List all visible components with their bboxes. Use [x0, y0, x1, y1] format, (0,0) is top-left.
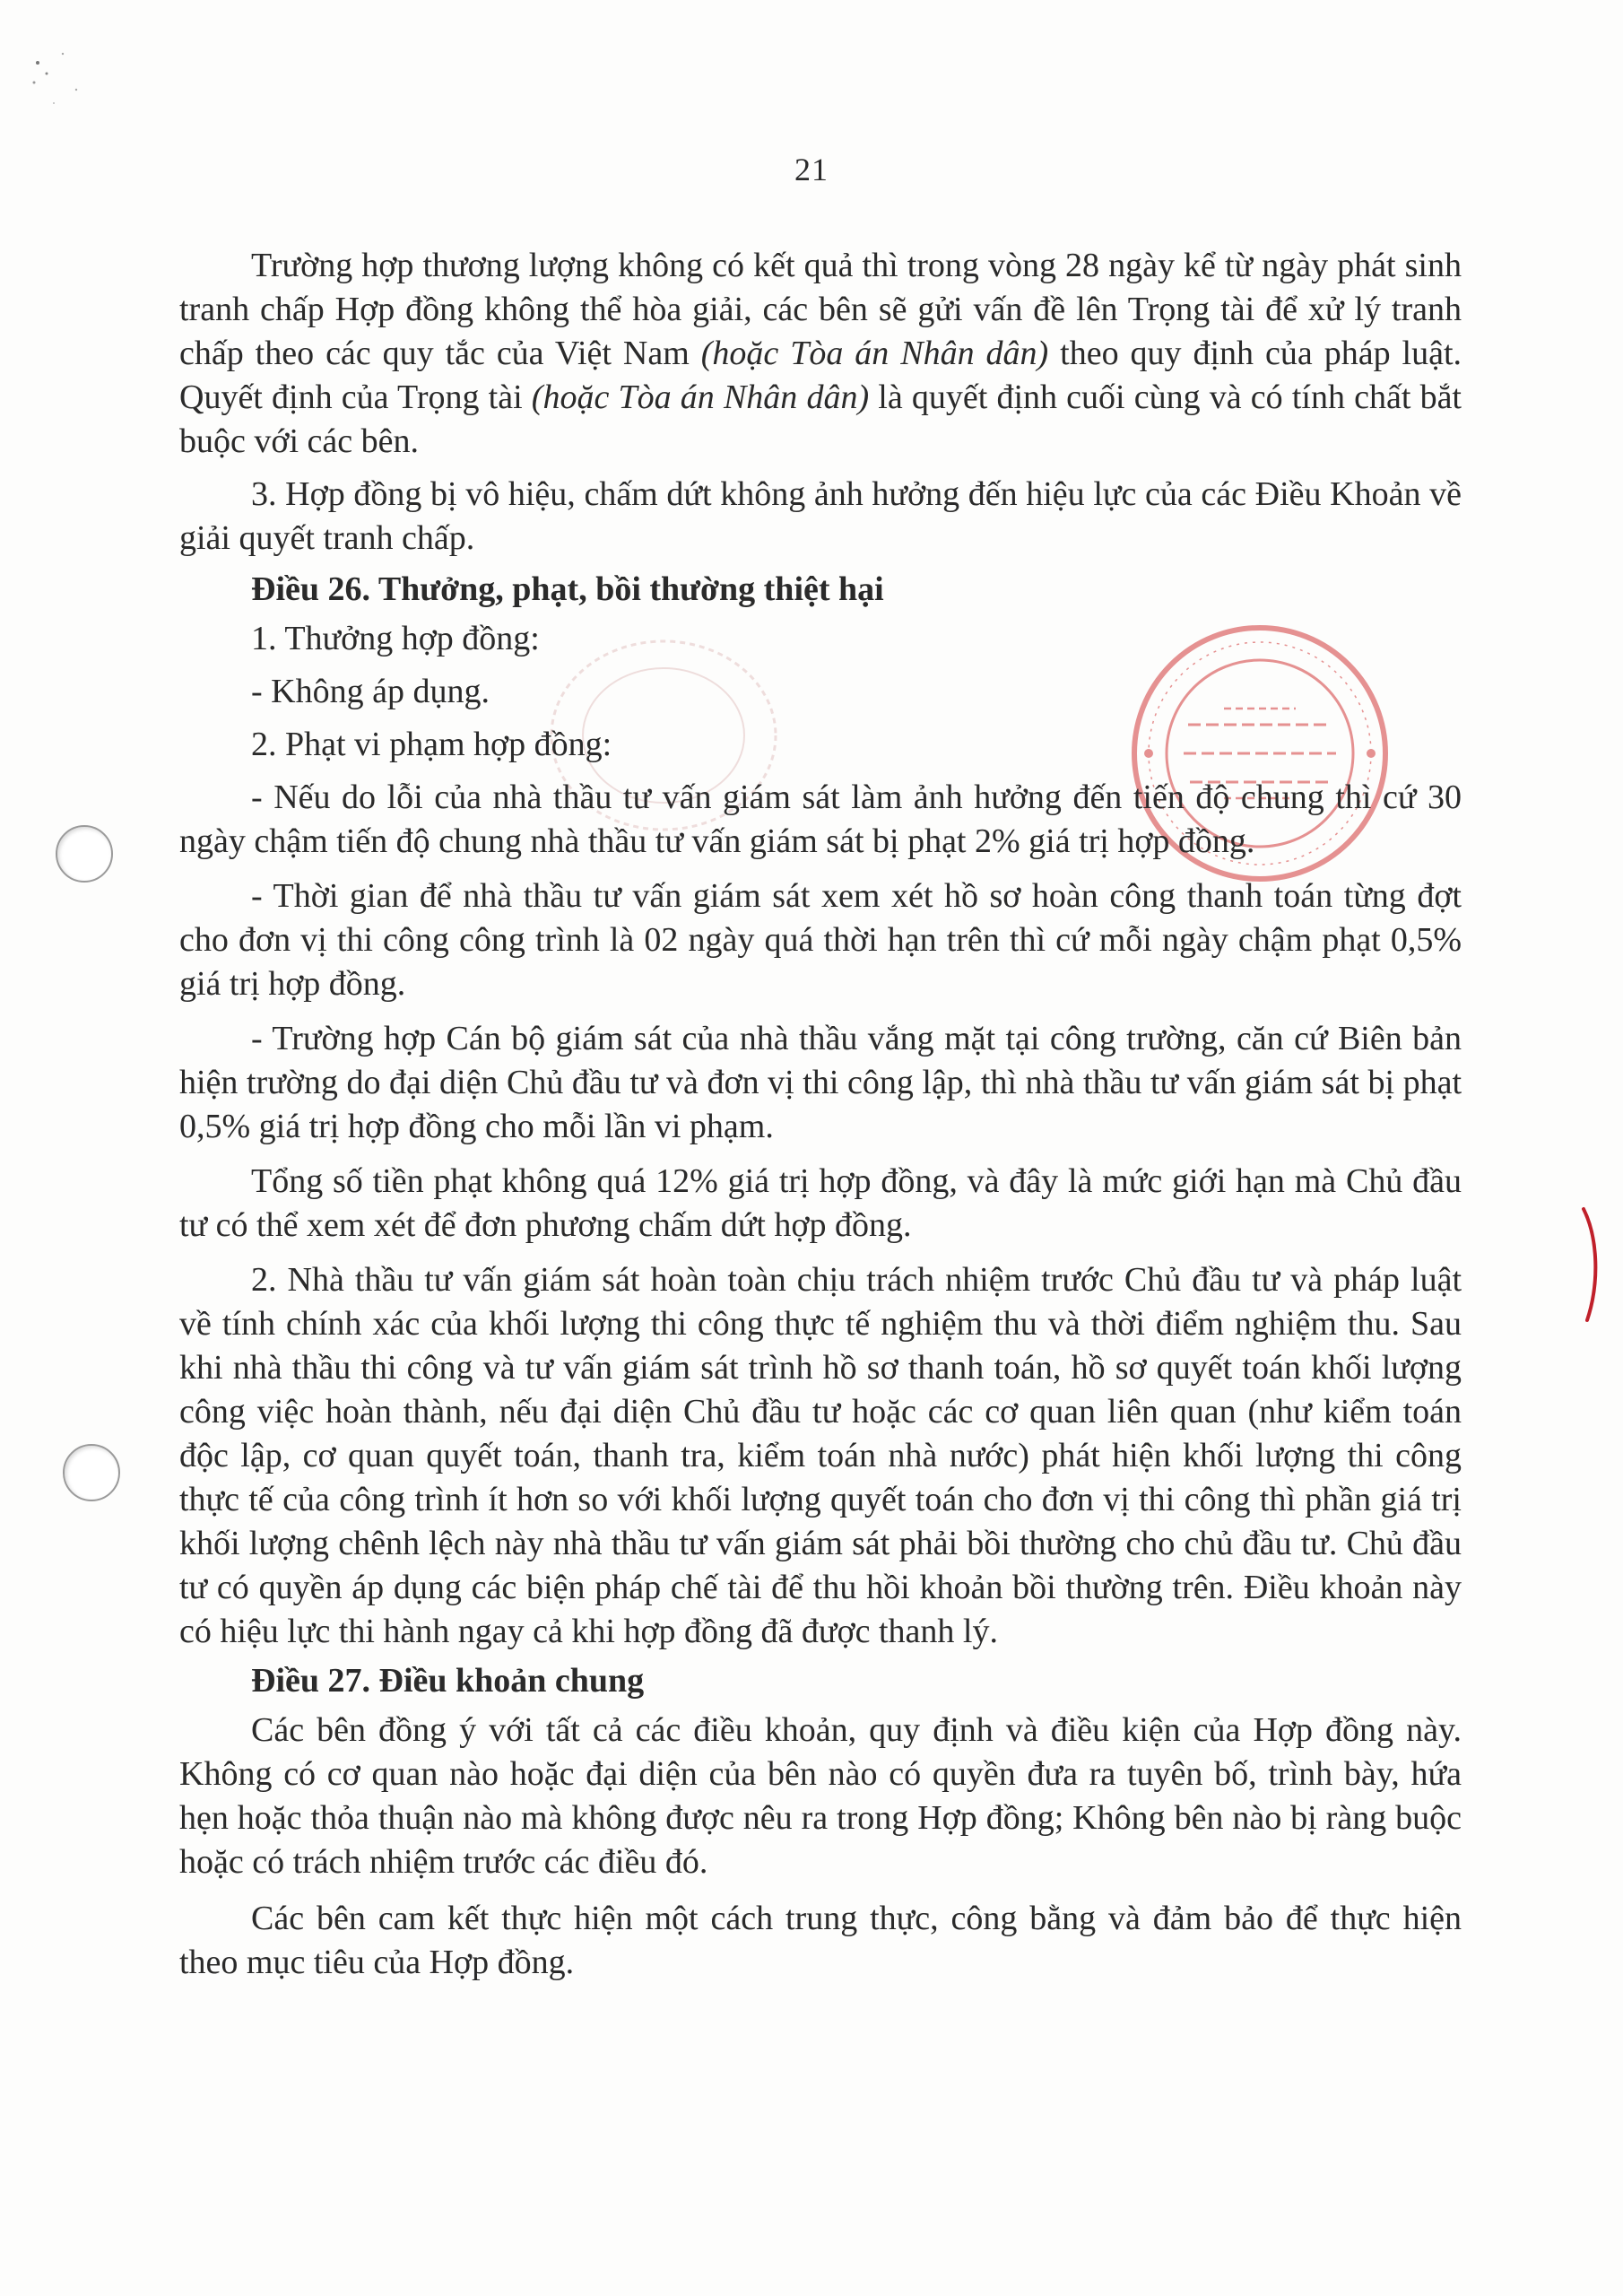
article-26-heading: Điều 26. Thưởng, phạt, bồi thường thiệt hại: [251, 570, 884, 608]
paragraph-bonus-not-applicable: - Không áp dụng.: [251, 673, 490, 710]
paragraph-bonus-title: 1. Thưởng hợp đồng:: [251, 620, 540, 657]
paragraph-general-agreement: Các bên đồng ý với tất cả các điều khoản, quy định và điều kiện của Hợp đồng này. Không có cơ quan nào hoặc đại diện của bên nào có quyền đưa ra tuyên bố, trình bày, hứa hẹn hoặc thỏa thuận nào mà không được nêu ra trong Hợp đồng; Không bên nào bị ràng buộc hoặc có trách nhiệm trước các điều đó.: [179, 1711, 1462, 1881]
paragraph-dispute-arbitration: [179, 244, 1462, 464]
paragraph-penalty-limit: Tổng số tiền phạt không quá 12% giá trị hợp đồng, và đây là mức giới hạn mà Chủ đầu tư có thể xem xét để đơn phương chấm dứt hợp đồng.: [179, 1162, 1462, 1244]
paragraph-contractor-liability: 2. Nhà thầu tư vấn giám sát hoàn toàn chịu trách nhiệm trước Chủ đầu tư và pháp luật về tính chính xác của khối lượng thi công thực tế nghiệm thu và thời điểm nghiệm thu. Sau khi nhà thầu thi công và tư vấn giám sát trình hồ sơ thanh toán, hồ sơ quyết toán khối lượng công việc hoàn thành, nếu đại diện Chủ đầu tư hoặc các cơ quan liên quan (như kiểm toán độc lập, cơ quan quyết toán, thanh tra, kiểm toán nhà nước) phát hiện khối lượng thi công thực tế của công trình ít hơn so với khối lượng quyết toán cho đơn vị thi công thì phần giá trị khối lượng chênh lệch này nhà thầu tư vấn giám sát phải bồi thường cho chủ đầu tư. Chủ đầu tư có quyền áp dụng các biện pháp chế tài để thu hồi khoản bồi thường trên. Điều khoản này có hiệu lực thi hành ngay cả khi hợp đồng đã được thanh lý.: [179, 1261, 1462, 1650]
paragraph-penalty-title: 2. Phạt vi phạm hợp đồng:: [251, 726, 612, 763]
page-number: 21: [794, 152, 829, 187]
red-margin-mark: [1578, 1202, 1605, 1327]
paragraph-text: Trường hợp thương lượng không có kết quả thì trong vòng 28 ngày kể từ ngày phát sinh tranh chấp Hợp đồng không thể hòa giải, các bên sẽ gửi vấn đề lên Trọng tài để xử lý tranh chấp theo các quy tắc của Việt Nam: [179, 247, 1462, 372]
punch-hole-lower: [63, 1444, 120, 1501]
document-body: [179, 244, 1462, 1992]
article-27-heading: Điều 27. Điều khoản chung: [251, 1662, 645, 1700]
paragraph-penalty-delay: - Nếu do lỗi của nhà thầu tư vấn giám sát làm ảnh hưởng đến tiến độ chung thì cứ 30 ngày chậm tiến độ chung nhà thầu tư vấn giám sát bị phạt 2% giá trị hợp đồng.: [179, 778, 1462, 860]
paragraph-penalty-absence: - Trường hợp Cán bộ giám sát của nhà thầu vắng mặt tại công trường, căn cứ Biên bản hiện trường do đại diện Chủ đầu tư và đơn vị thi công lập, thì nhà thầu tư vấn giám sát bị phạt 0,5% giá trị hợp đồng cho mỗi lần vi phạm.: [179, 1020, 1462, 1145]
italic-note: (hoặc Tòa án Nhân dân): [700, 335, 1049, 372]
paragraph-commitment: Các bên cam kết thực hiện một cách trung thực, công bằng và đảm bảo để thực hiện theo mục tiêu của Hợp đồng.: [179, 1900, 1462, 1981]
paragraph-contract-void: 3. Hợp đồng bị vô hiệu, chấm dứt không ảnh hưởng đến hiệu lực của các Điều Khoản về giải quyết tranh chấp.: [179, 475, 1462, 557]
italic-note: (hoặc Tòa án Nhân dân): [531, 378, 870, 416]
paragraph-text: là quyết định cuối cùng và có tính chất bắt buộc với các bên.: [179, 378, 1462, 460]
scan-noise-dots: [27, 27, 90, 117]
punch-hole-upper: [56, 825, 113, 883]
paragraph-text: theo quy định của pháp luật. Quyết định của Trọng tài: [179, 335, 1462, 416]
paragraph-penalty-review-time: - Thời gian để nhà thầu tư vấn giám sát xem xét hồ sơ hoàn công thanh toán từng đợt cho đơn vị thi công công trình là 02 ngày quá thời hạn trên thì cứ mỗi ngày chậm phạt 0,5% giá trị hợp đồng.: [179, 877, 1462, 1003]
